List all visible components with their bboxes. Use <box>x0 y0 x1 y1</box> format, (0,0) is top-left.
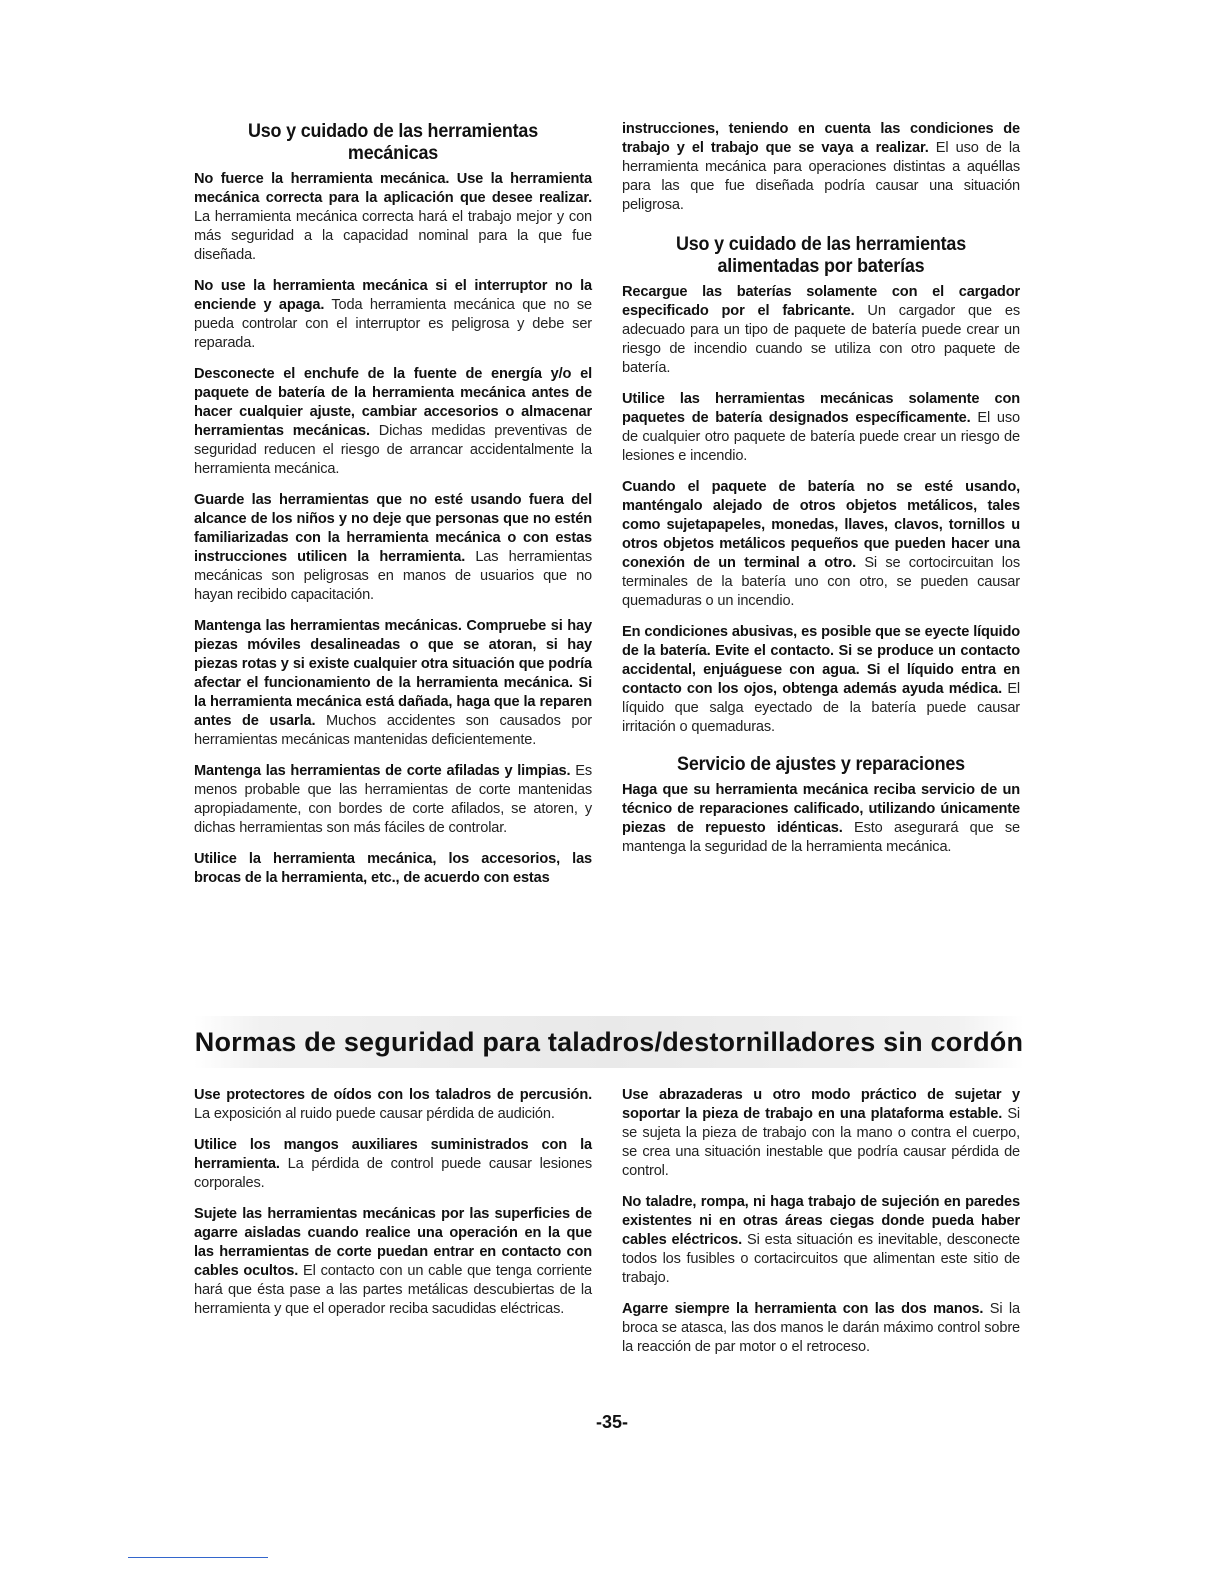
paragraph-bold: Cuando el paquete de batería no se esté usando, manténgalo alejado de otros objetos metálicos, tales como sujetapapeles, monedas, llaves, clavos, tornillos u otros objetos metálicos pequeños que pueden hacer una conexión de un terminal a otro. <box>622 479 1020 571</box>
paragraph <box>194 850 592 888</box>
paragraph <box>194 762 592 838</box>
paragraph-text: Dichas medidas preventivas de seguridad reducen el riesgo de arrancar accidentalmente la herramienta mecánica. <box>194 423 592 477</box>
paragraph <box>194 365 592 479</box>
paragraph-bold: Agarre siempre la herramienta con las dos manos. <box>622 1301 984 1317</box>
paragraph-bold: No taladre, rompa, ni haga trabajo de sujeción en paredes existentes ni en otras áreas ciegas donde pueda haber cables eléctricos. <box>622 1194 1020 1248</box>
paragraph-bold: No use la herramienta mecánica si el interruptor no la enciende y apaga. <box>194 278 592 313</box>
paragraph-bold: Utilice la herramienta mecánica, los accesorios, las brocas de la herramienta, etc., de acuerdo con estas <box>194 851 592 886</box>
paragraph <box>622 1193 1020 1288</box>
left-bottom-column <box>194 1086 592 1331</box>
paragraph <box>194 1086 592 1124</box>
paragraph-bold: Use abrazaderas u otro modo práctico de sujetar y soportar la pieza de trabajo en una plataforma estable. <box>622 1087 1020 1122</box>
paragraph-text: Esto asegurará que se mantenga la seguridad de la herramienta mecánica. <box>622 820 1020 855</box>
right-bottom-column <box>622 1086 1020 1369</box>
paragraph <box>194 1205 592 1319</box>
paragraph-text: El líquido que salga eyectado de la batería puede causar irritación o quemaduras. <box>622 681 1020 735</box>
paragraph-text: Las herramientas mecánicas son peligrosas en manos de usuarios que no hayan recibido capacitación. <box>194 549 592 603</box>
paragraph-text: Toda herramienta mecánica que no se pueda controlar con el interruptor es peligrosa y debe ser reparada. <box>194 297 592 351</box>
page-number: -35- <box>595 1412 628 1432</box>
paragraph-text: Si se cortocircuitan los terminales de la batería uno con otro, se pueden causar quemaduras o un incendio. <box>622 555 1020 609</box>
paragraph <box>622 623 1020 737</box>
paragraph <box>622 781 1020 857</box>
paragraph-text: El contacto con un cable que tenga corriente hará que ésta pase a las partes metálicas descubiertas de la herramienta y que el operador reciba sacudidas eléctricas. <box>194 1263 592 1317</box>
paragraph-text: La herramienta mecánica correcta hará el trabajo mejor y con más seguridad a la capacidad nominal para la que fue diseñada. <box>194 209 592 263</box>
paragraph <box>622 1086 1020 1181</box>
paragraph-bold: Mantenga las herramientas mecánicas. Compruebe si hay piezas móviles desalineadas o que se atoran, si hay piezas rotas y si existe cualquier otra situación que podría afectar el funcionamiento de la herramienta mecánica. Si la herramienta mecánica está dañada, haga que la reparen antes de usarla. <box>194 618 592 729</box>
paragraph-text: Un cargador que es adecuado para un tipo de paquete de batería puede crear un riesgo de incendio cuando se utiliza con otro paquete de batería. <box>622 303 1021 376</box>
paragraph-bold: Use protectores de oídos con los taladros de percusión. <box>194 1087 592 1103</box>
paragraph-text: El uso de la herramienta mecánica para operaciones distintas a aquéllas para las que fue diseñada podría causar una situación peligrosa. <box>622 140 1020 213</box>
paragraph <box>194 1136 592 1193</box>
paragraph-continued <box>622 120 1020 215</box>
banner-title: Normas de seguridad para taladros/destornilladores sin cordón <box>194 1026 1024 1057</box>
paragraph <box>194 277 592 353</box>
paragraph <box>622 1300 1020 1357</box>
paragraph-text: El uso de cualquier otro paquete de batería puede crear un riesgo de lesiones e incendio. <box>622 410 1020 464</box>
paragraph-bold: Utilice las herramientas mecánicas solamente con paquetes de batería designados específicamente. <box>622 391 1020 426</box>
paragraph-bold: Sujete las herramientas mecánicas por las superficies de agarre aisladas cuando realice una operación en la que las herramientas de corte puedan entrar en contacto con cables ocultos. <box>194 1206 592 1279</box>
left-top-column <box>194 120 592 900</box>
section-heading-power-tool-use: Uso y cuidado de las herramientas mecánicas <box>247 120 539 164</box>
footer-rule <box>128 1557 268 1558</box>
paragraph-bold: instrucciones, teniendo en cuenta las condiciones de trabajo y el trabajo que se vaya a realizar. <box>622 121 1020 156</box>
paragraph-text: Muchos accidentes son causados por herramientas mecánicas mantenidas deficientemente. <box>194 713 592 748</box>
section-banner <box>194 1016 1024 1068</box>
paragraph <box>194 170 592 265</box>
paragraph-bold: Mantenga las herramientas de corte afiladas y limpias. <box>194 763 571 779</box>
paragraph-text: Si se sujeta la pieza de trabajo con la mano o contra el cuerpo, se crea una situación inestable que podría causar pérdida de control. <box>622 1106 1020 1179</box>
paragraph-text: Si la broca se atasca, las dos manos le darán máximo control sobre la reacción de par motor o el retroceso. <box>622 1301 1020 1355</box>
section-heading-battery-tools: Uso y cuidado de las herramientas alimentadas por baterías <box>675 233 967 277</box>
paragraph-text: La exposición al ruido puede causar pérdida de audición. <box>194 1106 555 1122</box>
right-top-column <box>622 120 1020 869</box>
paragraph-text: Es menos probable que las herramientas de corte mantenidas apropiadamente, con bordes de corte afilados, se atoren, y dichas herramientas son más fáciles de controlar. <box>194 763 592 836</box>
paragraph <box>194 617 592 750</box>
paragraph-bold: Guarde las herramientas que no esté usando fuera del alcance de los niños y no deje que personas que no estén familiarizadas con la herramienta mecánica o con estas instrucciones utilicen la herramienta. <box>194 492 592 565</box>
paragraph-bold: Utilice los mangos auxiliares suministrados con la herramienta. <box>194 1137 592 1172</box>
paragraph <box>622 283 1020 378</box>
paragraph <box>194 491 592 605</box>
paragraph-bold: Desconecte el enchufe de la fuente de energía y/o el paquete de batería de la herramienta mecánica antes de hacer cualquier ajuste, cambiar accesorios o almacenar herramientas mecánicas. <box>194 366 592 439</box>
paragraph-bold: Recargue las baterías solamente con el cargador especificado por el fabricante. <box>622 284 1020 319</box>
paragraph <box>622 478 1020 611</box>
paragraph-bold: No fuerce la herramienta mecánica. Use la herramienta mecánica correcta para la aplicación que desee realizar. <box>194 171 592 206</box>
paragraph-bold: En condiciones abusivas, es posible que se eyecte líquido de la batería. Evite el contacto. Si se produce un contacto accidental, enjuáguese con agua. Si el líquido entra en contacto con los ojos, obtenga además ayuda médica. <box>622 624 1020 697</box>
paragraph-bold: Haga que su herramienta mecánica reciba servicio de un técnico de reparaciones calificado, utilizando únicamente piezas de repuesto idénticas. <box>622 782 1020 836</box>
section-heading-service: Servicio de ajustes y reparaciones <box>677 753 965 775</box>
paragraph-text: Si esta situación es inevitable, desconecte todos los fusibles o cortacircuitos que alimentan este sitio de trabajo. <box>622 1232 1020 1286</box>
paragraph <box>622 390 1020 466</box>
paragraph-text: La pérdida de control puede causar lesiones corporales. <box>194 1156 592 1191</box>
